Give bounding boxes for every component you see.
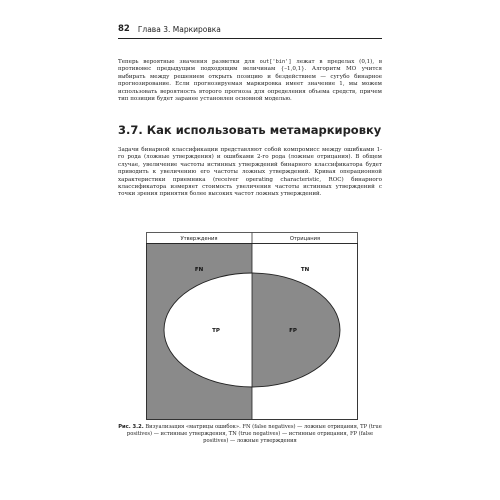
section-heading: 3.7. Как использовать метамаркировку (118, 123, 382, 137)
chapter-title: Глава 3. Маркировка (137, 24, 221, 34)
page-number: 82 (118, 24, 130, 34)
confusion-matrix-figure (146, 232, 358, 420)
fn-label: FN (194, 267, 204, 273)
figure-caption-label: Рис. 3.2. (118, 424, 144, 430)
tn-label: TN (300, 267, 310, 273)
tp-label: TP (212, 328, 220, 334)
positives-column-header: Утверждения (180, 236, 218, 243)
fp-label: FP (289, 328, 297, 334)
paragraph-text-before-code: Теперь вероятные значения разметки для (118, 59, 260, 65)
inline-code: out['bin'] (259, 59, 292, 65)
paragraph-metalabel-output (118, 59, 382, 103)
negatives-column-header: Отрицания (289, 236, 321, 243)
confusion-matrix-diagram (146, 232, 358, 420)
page-header (118, 22, 392, 36)
paragraph-binary-classification: Задачи бинарной классификации представляют собой компромисс между ошибками 1-го рода (ложные утверждения) и ошибками 2-го рода (ложные отрицания). В общем случае, увеличение частоты истинных утверждений бинарного классификатора будет приводить к увеличению его частоты ложных утверждений. Кривая операционной характеристики приемника (receiver operating characteristic, ROC) бинарного классификатора измеряет стоимость увеличения частоты истинных утверждений с точки зрения принятия более высоких частот ложных утверждений. (118, 147, 382, 198)
header-rule (118, 38, 382, 39)
paragraph-text-after-code: лежат в пределах (0,1), в противовес предыдущим подходящим величинам {–1,0,1}. Алгоритм МО учится выбирать между решением открыть позицию и бездействием — сугубо бинарное прогнозирование. Если прогнозируемая маркировка имеет значение 1, мы можем использовать вероятность второго прогноза для определения объема средств, причем тип позиции будет заранее установлен основной моделью. (118, 59, 382, 103)
figure-caption (118, 424, 382, 445)
figure-caption-text: Визуализация «матрицы ошибок». FN (false negatives) — ложные отрицания, TP (true positives) — истинные утверждения, TN (true negatives) — истинные отрицания, FP (false positives) — ложные утверждения (126, 424, 382, 444)
